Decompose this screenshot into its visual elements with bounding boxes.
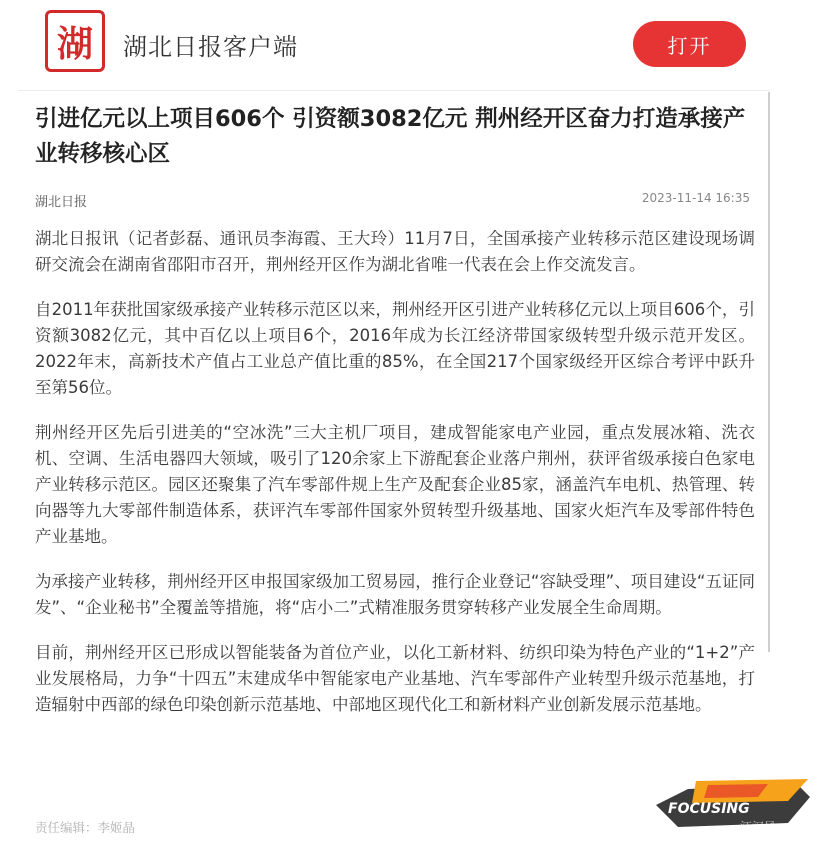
article-editor: 责任编辑：李姬晶	[35, 820, 136, 835]
article-paragraph: 自2011年获批国家级承接产业转移示范区以来，荆州经开区引进产业转移亿元以上项目606个，引资额3082亿元，其中百亿以上项目6个，2016年成为长江经济带国家级转型升级示范开发区。2022年末，高新技术产值占工业总产值比重的85%，在全国217个国家级经开区综合考评中跃升至第56位。	[35, 300, 755, 397]
article-paragraph: 湖北日报讯（记者彭磊、通讯员李海霞、王大玲）11月7日，全国承接产业转移示范区建设现场调研交流会在湖南省邵阳市召开，荆州经开区作为湖北省唯一代表在会上作交流发言。	[35, 229, 755, 274]
article-source[interactable]: 湖北日报	[35, 195, 88, 210]
focusing-watermark-logo	[648, 775, 813, 835]
article-paragraph: 为承接产业转移，荆州经开区申报国家级加工贸易园，推行企业登记“容缺受理”、项目建设“五证同发”、“企业秘书”全覆盖等措施，将“店小二”式精准服务贯穿转移产业发展全生命周期。	[35, 572, 755, 617]
open-app-button[interactable]: 打开	[633, 21, 746, 67]
article-paragraph: 荆州经开区先后引进美的“空冰洗”三大主机厂项目，建成智能家电产业园，重点发展冰箱、洗衣机、空调、生活电器四大领域，吸引了120余家上下游配套企业落户荆州，获评省级承接白色家电产业转移示范区。园区还聚集了汽车零部件规上生产及配套企业85家，涵盖汽车电机、热管理、转向器等九大零部件制造体系，获评汽车零部件国家外贸转型升级基地、国家火炬汽车及零部件特色产业基地。	[35, 423, 755, 546]
article-paragraph: 目前，荆州经开区已形成以智能装备为首位产业，以化工新材料、纺织印染为特色产业的“1+2”产业发展格局，力争“十四五”末建成华中智能家电产业基地、汽车零部件产业转型升级示范基地，打造辐射中西部的绿色印染创新示范基地、中部地区现代化工和新材料产业创新发展示范基地。	[35, 643, 755, 714]
article	[35, 102, 755, 718]
app-logo	[45, 10, 105, 72]
scroll-indicator	[768, 92, 770, 652]
article-timestamp: 2023-11-14 16:35	[641, 191, 750, 205]
watermark-text: FOCUSING	[668, 801, 750, 817]
app-header-bar	[18, 0, 770, 91]
article-title: 引进亿元以上项目606个 引资额3082亿元 荆州经开区奋力打造承接产业转移核心区	[35, 106, 746, 167]
article-meta	[35, 191, 755, 213]
app-logo-char: 湖	[56, 22, 93, 65]
app-name: 湖北日报客户端	[123, 33, 298, 61]
watermark-mark-text: 江汉风	[740, 820, 777, 834]
